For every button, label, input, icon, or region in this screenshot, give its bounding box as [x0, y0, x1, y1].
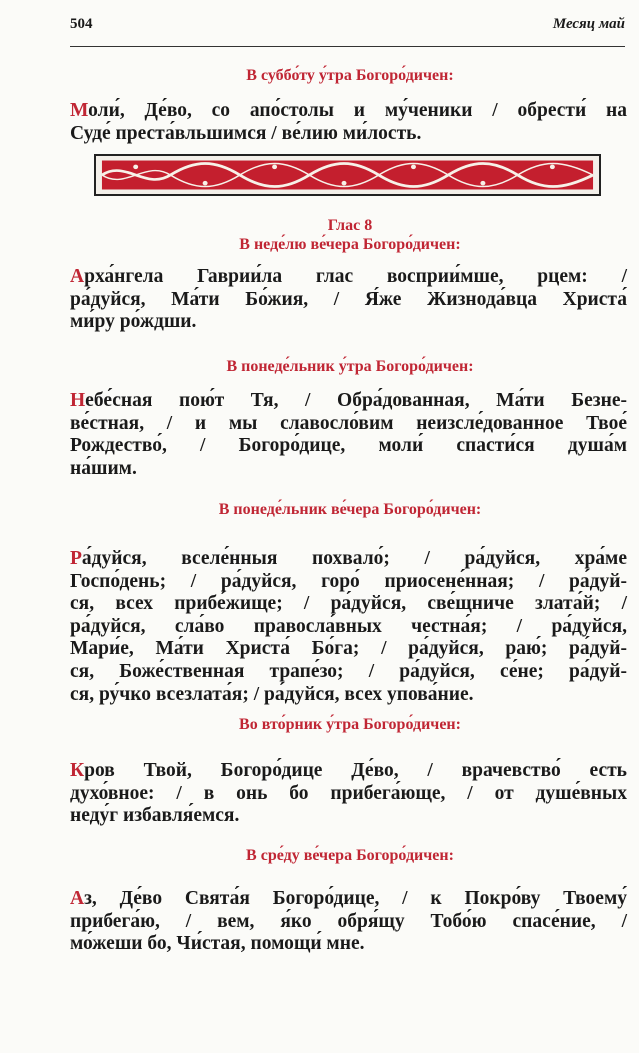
drop-initial: А — [70, 888, 85, 909]
hymn-sunday-evening — [70, 266, 627, 334]
hymn-line: ми́ру ро́ждши. — [70, 311, 197, 333]
hymn-line: ся, ру́чко всезлата́я; / ра́дуйся, всех упова́ние. — [70, 683, 474, 705]
rubric-monday-evening: В понеде́льник ве́чера Богоро́дичен: — [218, 501, 482, 518]
rubric-sunday-evening: В неде́лю ве́чера Богоро́дичен: — [239, 236, 461, 253]
hymn-saturday-morning — [70, 100, 627, 145]
hymn-line: Арха́нгела Гаврии́ла глас восприи́мше, рцем: / — [70, 266, 627, 287]
drop-initial: К — [70, 760, 85, 781]
drop-initial: Р — [70, 548, 82, 569]
page-header — [70, 16, 625, 40]
hymn-monday-evening — [70, 548, 627, 706]
rubric-saturday-morning: В суббо́ту у́тра Богоро́дичен: — [246, 67, 454, 84]
header-rule — [70, 46, 625, 47]
hymn-line: Кров Твой, Богоро́дице Де́во, / врачевство́ есть — [70, 760, 627, 781]
drop-initial: Н — [70, 390, 86, 411]
hymn-line: ся, всех прибе́жище; / ра́дуйся, све́щниче злата́й; / — [70, 593, 627, 615]
drop-initial: М — [70, 100, 89, 121]
hymn-tuesday-morning — [70, 760, 627, 828]
hymn-line: ра́дуйся, сла́во правосла́вных честна́я; / ра́дуйся, — [70, 615, 627, 637]
running-title: Месяц май — [552, 16, 625, 32]
hymn-line: Ра́дуйся, вселе́нныя похвало́; / ра́дуйся, хра́ме — [70, 548, 627, 569]
hymn-wednesday-evening — [70, 888, 627, 956]
hymn-line: духо́вное: / в онь бо прибега́юще, / от душе́вных — [70, 782, 627, 804]
rubric-monday-morning: В понеде́льник у́тра Богоро́дичен: — [226, 358, 474, 375]
hymn-line: Суде́ преста́вльшимся / ве́лию ми́лость. — [70, 122, 422, 144]
hymn-line: на́шим. — [70, 457, 137, 479]
ornamental-band — [94, 154, 601, 196]
hymn-monday-morning — [70, 390, 627, 480]
hymn-line: Небе́сная пою́т Тя, / Обра́дованная, Ма́ти Безне- — [70, 390, 627, 411]
hymn-line: Аз, Де́во Свята́я Богоро́дице, / к Покро́ву Твоему́ — [70, 888, 627, 909]
hymn-line: Моли́, Де́во, со апо́столы и му́ченики / обрести́ на — [70, 100, 627, 121]
hymn-line: прибега́ю, / вем, я́ко обря́щу Тобо́ю спасе́ние, / — [70, 910, 627, 932]
drop-initial: А — [70, 266, 85, 287]
hymn-line: Госпо́день; / ра́дуйся, горо́ приосене́нная; / ра́дуй- — [70, 570, 627, 592]
hymn-line: Рождество́, / Богоро́дице, моли́ спасти́ся душа́м — [70, 435, 627, 457]
hymn-line: неду́г избавля́емся. — [70, 805, 240, 827]
hymn-line: Мари́е, Ма́ти Христа́ Бо́га; / ра́дуйся, раю́; ра́дуй- — [70, 638, 627, 660]
rubric-tuesday-morning: Во вто́рник у́тра Богоро́дичен: — [239, 716, 461, 733]
hymn-line: ся, Боже́ственная трапе́зо; / ра́дуйся, се́не; ра́дуй- — [70, 660, 627, 682]
hymn-line: ра́дуйся, Ма́ти Бо́жия, / Я́же Жизнода́вца Христа́ — [70, 288, 627, 310]
rubric-wednesday-evening: В сре́ду ве́чера Богоро́дичен: — [246, 847, 454, 864]
hymn-line: ве́стная, / и мы славосло́вим неизсле́дованное Твое́ — [70, 412, 627, 434]
tone-heading: Глас 8 — [327, 217, 373, 234]
hymn-line: мо́жеши бо, Чи́стая, помощи́ мне. — [70, 933, 365, 955]
page-number: 504 — [70, 16, 93, 32]
